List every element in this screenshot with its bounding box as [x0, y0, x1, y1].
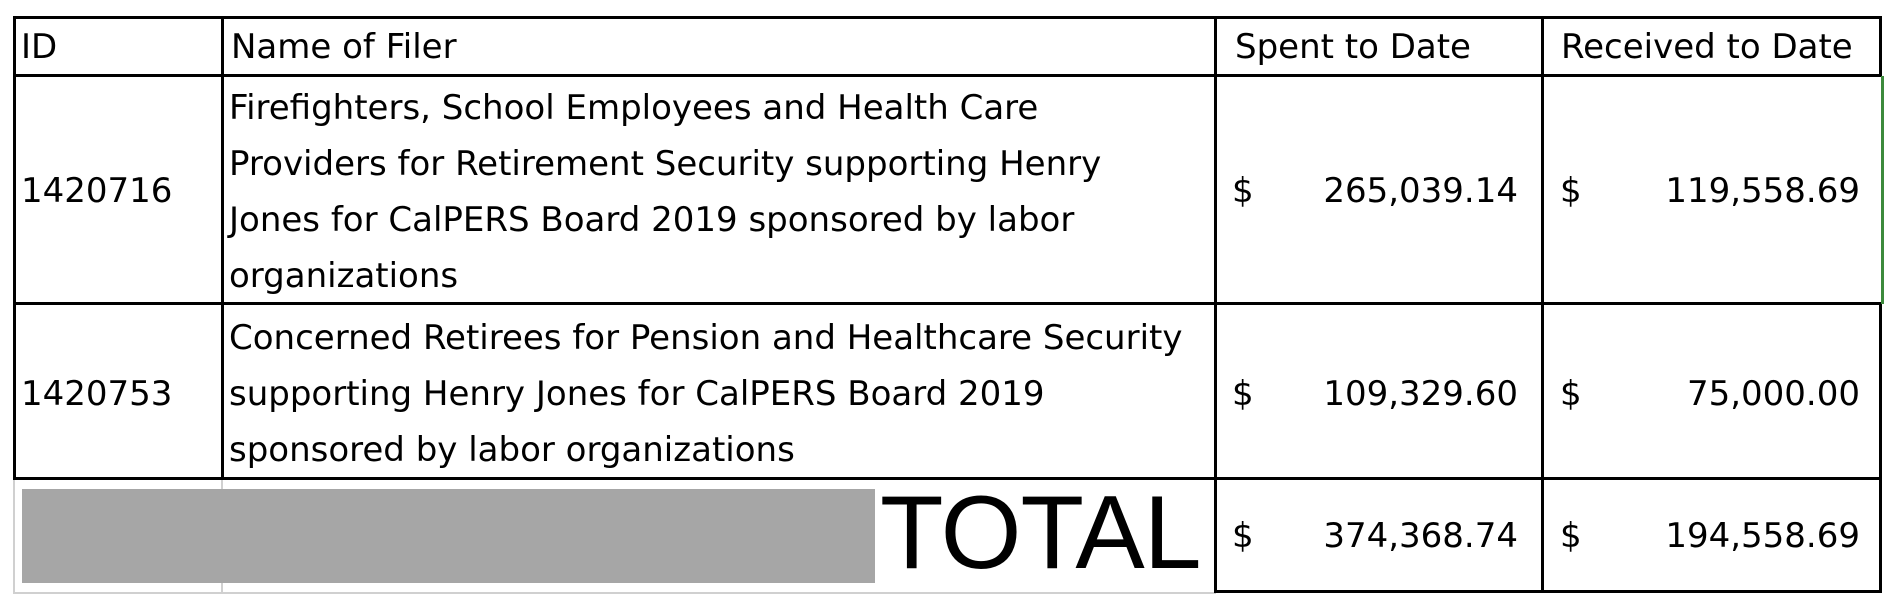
currency-symbol: $	[1560, 516, 1582, 556]
currency-symbol: $	[1560, 374, 1582, 414]
filer-name-line: supporting Henry Jones for CalPERS Board 2019	[229, 374, 1045, 414]
column-divider	[1541, 16, 1544, 593]
header-spent-to-date: Spent to Date	[1235, 27, 1471, 67]
filer-name-line: Concerned Retirees for Pension and Healthcare Security	[229, 318, 1183, 358]
filer-name-line: organizations	[229, 256, 459, 296]
header-received-to-date: Received to Date	[1561, 27, 1853, 67]
filer-name-line: Firefighters, School Employees and Health Care	[229, 88, 1039, 128]
filer-name-line: sponsored by labor organizations	[229, 430, 795, 470]
total-label: TOTAL	[880, 475, 1201, 591]
header-id: ID	[21, 27, 58, 67]
total-received-amount: 194,558.69	[1665, 516, 1860, 556]
currency-symbol: $	[1232, 374, 1254, 414]
filer-name-line: Providers for Retirement Security supporting Henry	[229, 144, 1102, 184]
filer-name-line: Jones for CalPERS Board 2019 sponsored by labor	[229, 200, 1075, 240]
selection-edge	[1881, 76, 1884, 304]
row-id: 1420716	[21, 171, 173, 211]
table-border-right	[1879, 302, 1882, 593]
table-border-right	[1879, 16, 1882, 77]
currency-symbol: $	[1560, 171, 1582, 211]
received-amount: 75,000.00	[1686, 374, 1860, 414]
gridline	[13, 592, 1216, 594]
header-name-of-filer: Name of Filer	[231, 27, 457, 67]
column-divider	[221, 16, 224, 480]
table-border-left	[13, 16, 16, 480]
currency-symbol: $	[1232, 171, 1254, 211]
redaction-block	[22, 489, 875, 583]
spent-amount: 265,039.14	[1323, 171, 1518, 211]
row-id: 1420753	[21, 374, 173, 414]
spent-amount: 109,329.60	[1323, 374, 1518, 414]
currency-symbol: $	[1232, 516, 1254, 556]
total-spent-amount: 374,368.74	[1323, 516, 1518, 556]
total-bottom-border	[1214, 590, 1882, 593]
column-divider	[1214, 16, 1217, 593]
received-amount: 119,558.69	[1665, 171, 1860, 211]
gridline	[13, 480, 15, 594]
